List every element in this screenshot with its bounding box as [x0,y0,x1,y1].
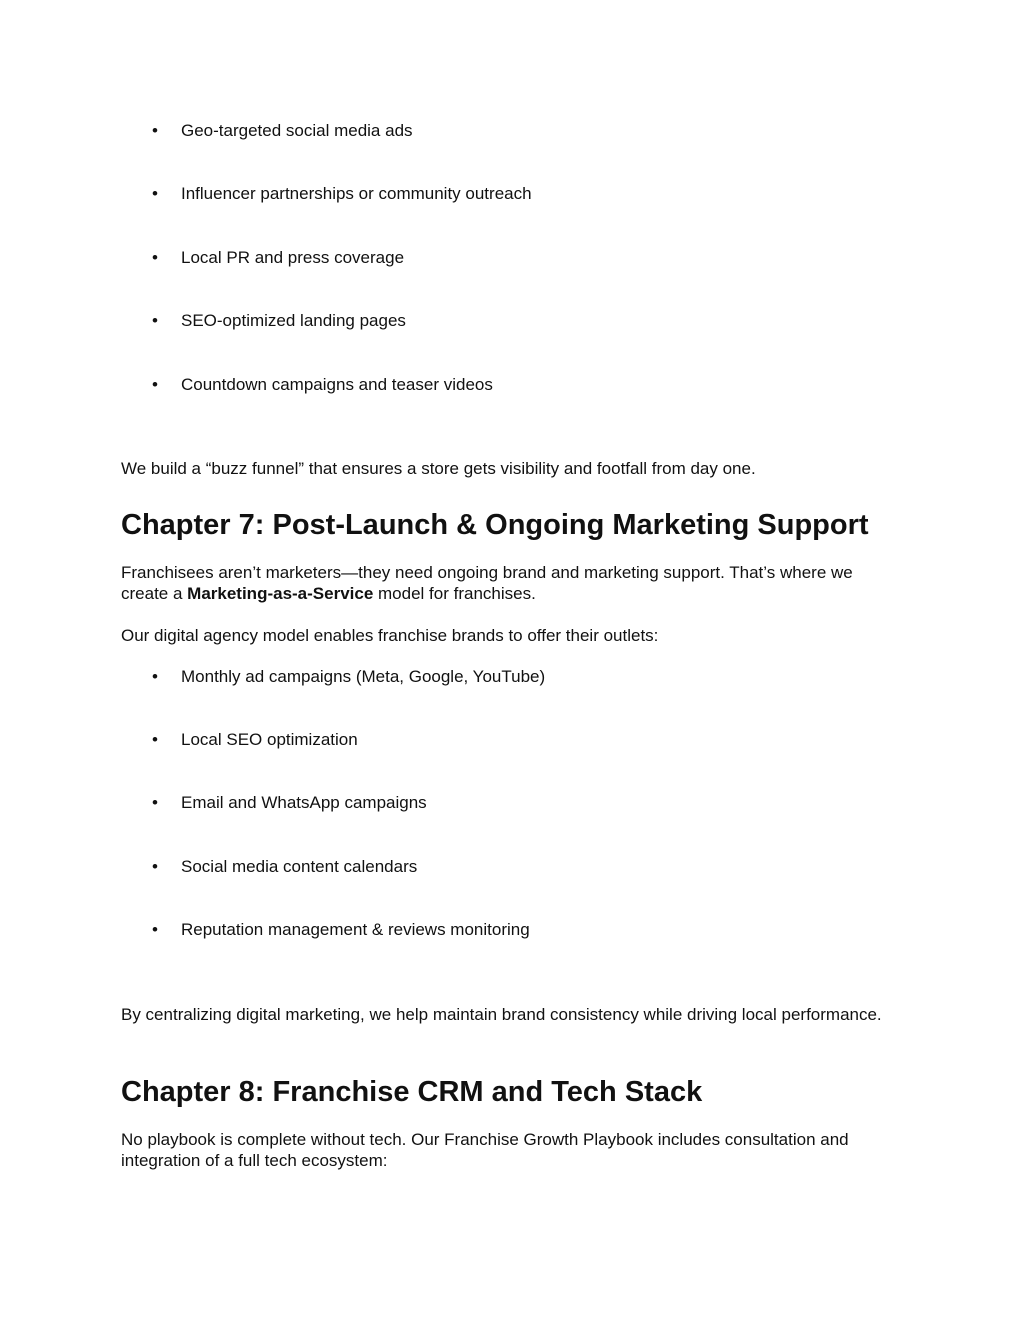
chapter-8-intro: No playbook is complete without tech. Our Franchise Growth Playbook includes consultation and integration of a full tech ecosystem: [121,1130,849,1170]
list-item-text: Countdown campaigns and teaser videos [181,375,493,394]
chapter-7-closing: By centralizing digital marketing, we help maintain brand consistency while driving local performance. [121,1005,882,1024]
list-item-text: SEO-optimized landing pages [181,311,406,330]
marketing-as-a-service-term: Marketing-as-a-Service [187,584,374,603]
buzz-funnel-paragraph: We build a “buzz funnel” that ensures a store gets visibility and footfall from day one. [121,459,756,478]
bullet-icon: • [152,667,158,686]
bullet-icon: • [152,184,158,203]
list-item-text: Reputation management & reviews monitoring [181,920,530,939]
bullet-icon: • [152,121,158,140]
list-item-text: Local PR and press coverage [181,248,405,267]
list-item-text: Social media content calendars [181,857,418,876]
bullet-icon: • [152,793,158,812]
chapter-7-lead: Our digital agency model enables franchise brands to offer their outlets: [121,626,659,645]
bullet-icon: • [152,730,158,749]
list-item-text: Local SEO optimization [181,730,358,749]
list-item-text: Monthly ad campaigns (Meta, Google, YouTube) [181,667,546,686]
chapter-7-intro [121,562,901,604]
chapter-7-heading: Chapter 7: Post-Launch & Ongoing Marketing Support [121,509,869,541]
chapter-8-heading: Chapter 8: Franchise CRM and Tech Stack [121,1076,703,1108]
bullet-icon: • [152,375,158,394]
list-item-text: Geo-targeted social media ads [181,121,413,140]
intro-text-after: model for franchises. [373,584,536,603]
bullet-icon: • [152,311,158,330]
bullet-icon: • [152,248,158,267]
list-item-text: Email and WhatsApp campaigns [181,793,427,812]
list-item-text: Influencer partnerships or community outreach [181,184,532,203]
intro-text-before: Franchisees aren’t marketers—they need ongoing brand and marketing support. That’s where we create a [121,563,853,603]
bullet-icon: • [152,857,158,876]
bullet-icon: • [152,920,158,939]
